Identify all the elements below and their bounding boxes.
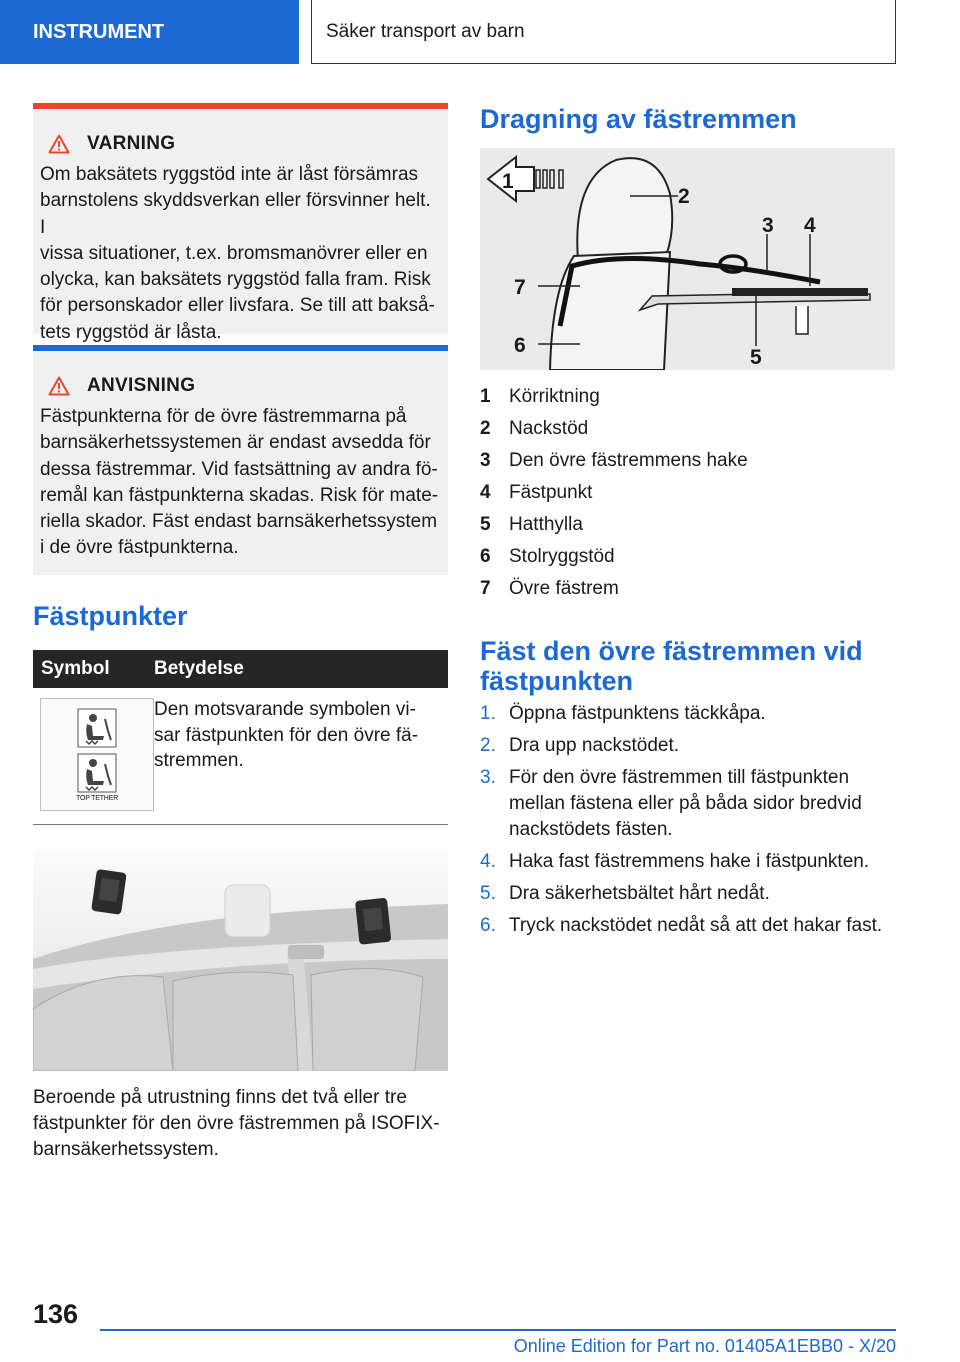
list-item: 6. Tryck nackstödet nedåt så att det hakar fast. (480, 915, 883, 937)
notice-text: Fästpunkterna för de övre fästremmarna på barnsäkerhetssystemen är endast avsedda för dessa fästremmar. Vid fastsättning av andra fö- remål kan fästpunkterna skadas. Risk för mate- riella skador. Fäst endast barnsäkerhetssystem i de övre fästpunkterna. (40, 406, 439, 559)
tether-routing-figure (480, 148, 895, 370)
list-item: 2 Nackstöd (480, 418, 589, 439)
list-item: 5. Dra säkerhetsbältet hårt nedåt. (480, 882, 770, 904)
list-item: 1. Öppna fästpunktens täckkåpa. (480, 703, 766, 724)
figure-legend (480, 381, 900, 605)
symbol-table (33, 650, 448, 825)
anchor-info-paragraph: Beroende på utrustning finns det två eller tre fästpunkter för den övre fästremmen på ISOFIX- barnsäkerhetssystem. (33, 1087, 440, 1160)
table-row (33, 688, 448, 825)
figure-number-7: 7 (514, 276, 526, 299)
list-item: 1 Körriktning (480, 386, 600, 407)
list-item: 3 Den övre fästremmens hake (480, 450, 748, 471)
page-number: 136 (33, 1299, 79, 1329)
figure-number-6: 6 (514, 334, 526, 357)
chapter-tab[interactable]: INSTRUMENT (0, 0, 299, 64)
table-header (33, 650, 448, 688)
warning-triangle-icon (48, 134, 70, 154)
heading-dragning: Dragning av fästremmen (480, 104, 797, 134)
heading-fastpunkter: Fästpunkter (33, 601, 188, 631)
rear-seat-illustration (33, 849, 448, 1071)
isofix-symbol (40, 698, 154, 811)
figure-number-3: 3 (762, 214, 774, 237)
list-item: 4. Haka fast fästremmens hake i fästpunkten. (480, 850, 870, 872)
section-title: Säker transport av barn (311, 0, 896, 64)
figure-number-5: 5 (750, 346, 762, 369)
warning-text: Om baksätets ryggstöd inte är låst försämras barnstolens skyddsverkan eller försvinner helt. I vissa situationer, t.ex. bromsmanövrer eller en olycka, kan baksätets ryggstöd falla fram. Risk för personskador eller livsfara. Se till att bakså- tets ryggstöd är låsta. (40, 164, 435, 343)
edition-link[interactable]: Online Edition for Part no. 01405A1EBB0 - X/20 (513, 1336, 896, 1356)
list-item: 5 Hatthylla (480, 514, 583, 535)
notice-triangle-icon (48, 376, 70, 396)
top-tether-label: TOP TETHER (76, 795, 118, 802)
rear-seat-photo (33, 849, 448, 1071)
figure-number-4: 4 (804, 214, 816, 237)
notice-title: ANVISNING (87, 375, 196, 396)
column-symbol: Symbol (41, 658, 110, 679)
heading-fast: Fäst den övre fästremmen vid fästpunkten (480, 636, 863, 696)
figure-number-2: 2 (678, 185, 690, 208)
list-item: 7 Övre fästrem (480, 578, 619, 599)
tether-routing-diagram (480, 148, 895, 370)
list-item: 4 Fästpunkt (480, 482, 593, 503)
list-item: 2. Dra upp nackstödet. (480, 735, 680, 757)
child-seat-icon (41, 699, 153, 810)
notice-box (33, 345, 448, 575)
warning-title: VARNING (87, 133, 176, 154)
footer-divider (100, 1329, 896, 1331)
list-item: 6 Stolryggstöd (480, 546, 615, 567)
meaning-text: Den motsvarande symbolen vi- sar fästpunkten för den övre fä- stremmen. (154, 699, 419, 771)
column-meaning: Betydelse (154, 658, 244, 679)
steps-list (480, 701, 900, 945)
figure-number-1: 1 (502, 170, 514, 193)
warning-box (33, 103, 448, 343)
list-item: 3. För den övre fästremmen till fästpunkten mellan fästena eller på båda sidor bredvid nackstödets fästen. (480, 767, 862, 840)
